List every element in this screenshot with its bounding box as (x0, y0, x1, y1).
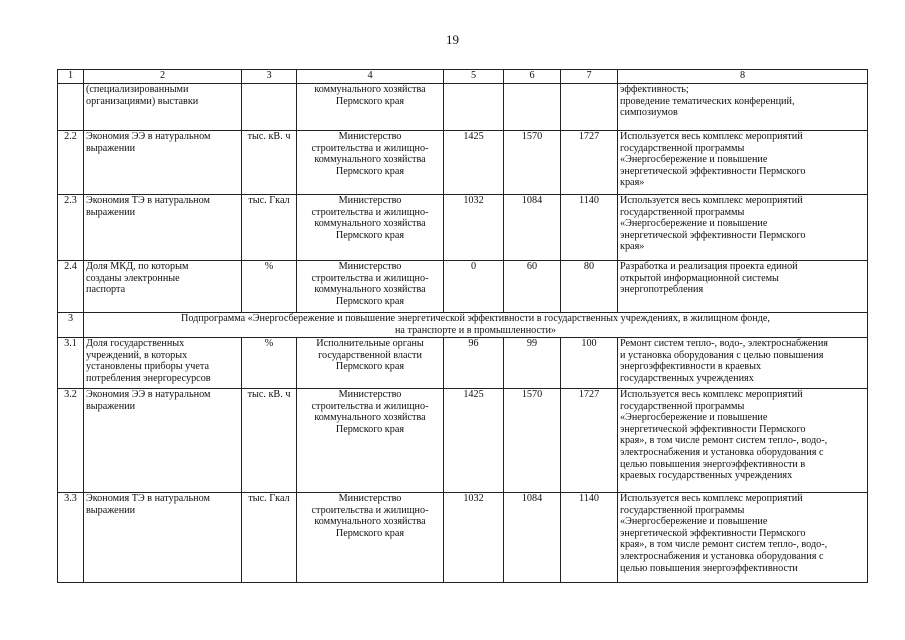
cell-responsible: Министерство строительства и жилищно- коммунального хозяйства Пермского края (297, 261, 444, 313)
cell-value-1: 1032 (444, 195, 504, 261)
cell-value-3: 100 (561, 338, 618, 389)
subprogram-title: Подпрограмма «Энергосбережение и повышение энергетической эффективности в государственных учреждениях, в жилищном фонде, на транспорте и в промышленности» (84, 313, 868, 338)
cell-value-2: 1570 (504, 389, 561, 493)
table-row (58, 195, 868, 261)
cell-value-1 (444, 84, 504, 131)
cell-value-3: 1727 (561, 131, 618, 195)
cell-unit: тыс. кВ. ч (242, 131, 297, 195)
cell-measures: Разработка и реализация проекта единой открытой информационной системы энергопотребления (618, 261, 868, 313)
cell-indicator: Экономия ТЭ в натуральном выражении (84, 493, 242, 583)
cell-unit (242, 84, 297, 131)
table-row (58, 84, 868, 131)
cell-responsible: коммунального хозяйства Пермского края (297, 84, 444, 131)
cell-unit: тыс. кВ. ч (242, 389, 297, 493)
cell-value-1: 1425 (444, 131, 504, 195)
cell-responsible: Исполнительные органы государственной власти Пермского края (297, 338, 444, 389)
cell-value-2: 1570 (504, 131, 561, 195)
cell-indicator: Экономия ЭЭ в натуральном выражении (84, 131, 242, 195)
cell-measures: Используется весь комплекс мероприятий государственной программы «Энергосбережение и повышение энергетической эффективности Пермского края», в том числе ремонт систем тепло-, водо-, электроснабжения и установка оборудования с целью повышения энергоэффективности в краевых государственных учреждениях (618, 389, 868, 493)
cell-measures: Используется весь комплекс мероприятий государственной программы «Энергосбережение и повышение энергетической эффективности Пермского края», в том числе ремонт систем тепло-, водо-, электроснабжения и установка оборудования с целью повышения энергоэффективности (618, 493, 868, 583)
header-col-2: 2 (84, 70, 242, 84)
header-col-5: 5 (444, 70, 504, 84)
table-row (58, 493, 868, 583)
cell-responsible: Министерство строительства и жилищно- коммунального хозяйства Пермского края (297, 493, 444, 583)
cell-value-1: 1032 (444, 493, 504, 583)
table-row (58, 131, 868, 195)
cell-value-3: 1140 (561, 493, 618, 583)
cell-indicator: Доля государственных учреждений, в которых установлены приборы учета потребления энергоресурсов (84, 338, 242, 389)
cell-number: 2.3 (58, 195, 84, 261)
header-col-3: 3 (242, 70, 297, 84)
cell-responsible: Министерство строительства и жилищно- коммунального хозяйства Пермского края (297, 389, 444, 493)
header-col-7: 7 (561, 70, 618, 84)
cell-value-1: 1425 (444, 389, 504, 493)
table-header-row (58, 70, 868, 84)
cell-measures: Ремонт систем тепло-, водо-, электроснабжения и установка оборудования с целью повышения энергоэффективности в краевых государственных учреждениях (618, 338, 868, 389)
header-col-6: 6 (504, 70, 561, 84)
cell-value-2 (504, 84, 561, 131)
cell-value-2: 1084 (504, 493, 561, 583)
header-col-4: 4 (297, 70, 444, 84)
cell-value-1: 96 (444, 338, 504, 389)
cell-number: 3 (58, 313, 84, 338)
cell-number: 2.2 (58, 131, 84, 195)
subprogram-row (58, 313, 868, 338)
cell-indicator: Доля МКД, по которым созданы электронные паспорта (84, 261, 242, 313)
table-row (58, 338, 868, 389)
indicators-table (57, 69, 868, 583)
cell-number (58, 84, 84, 131)
cell-measures: Используется весь комплекс мероприятий государственной программы «Энергосбережение и повышение энергетической эффективности Пермского края» (618, 131, 868, 195)
table-row (58, 389, 868, 493)
header-col-1: 1 (58, 70, 84, 84)
cell-number: 2.4 (58, 261, 84, 313)
cell-responsible: Министерство строительства и жилищно- коммунального хозяйства Пермского края (297, 131, 444, 195)
cell-value-3: 1140 (561, 195, 618, 261)
cell-indicator: Экономия ТЭ в натуральном выражении (84, 195, 242, 261)
cell-unit: % (242, 338, 297, 389)
cell-value-2: 60 (504, 261, 561, 313)
cell-unit: тыс. Гкал (242, 493, 297, 583)
cell-number: 3.1 (58, 338, 84, 389)
cell-value-1: 0 (444, 261, 504, 313)
table-row (58, 261, 868, 313)
page-number: 19 (446, 32, 459, 47)
cell-unit: % (242, 261, 297, 313)
cell-measures: эффективность; проведение тематических конференций, симпозиумов (618, 84, 868, 131)
cell-value-3: 80 (561, 261, 618, 313)
cell-responsible: Министерство строительства и жилищно- коммунального хозяйства Пермского края (297, 195, 444, 261)
cell-value-2: 99 (504, 338, 561, 389)
cell-indicator: (специализированными организациями) выставки (84, 84, 242, 131)
cell-indicator: Экономия ЭЭ в натуральном выражении (84, 389, 242, 493)
cell-measures: Используется весь комплекс мероприятий государственной программы «Энергосбережение и повышение энергетической эффективности Пермского края» (618, 195, 868, 261)
cell-value-3 (561, 84, 618, 131)
header-col-8: 8 (618, 70, 868, 84)
cell-number: 3.3 (58, 493, 84, 583)
cell-value-3: 1727 (561, 389, 618, 493)
cell-value-2: 1084 (504, 195, 561, 261)
cell-number: 3.2 (58, 389, 84, 493)
cell-unit: тыс. Гкал (242, 195, 297, 261)
